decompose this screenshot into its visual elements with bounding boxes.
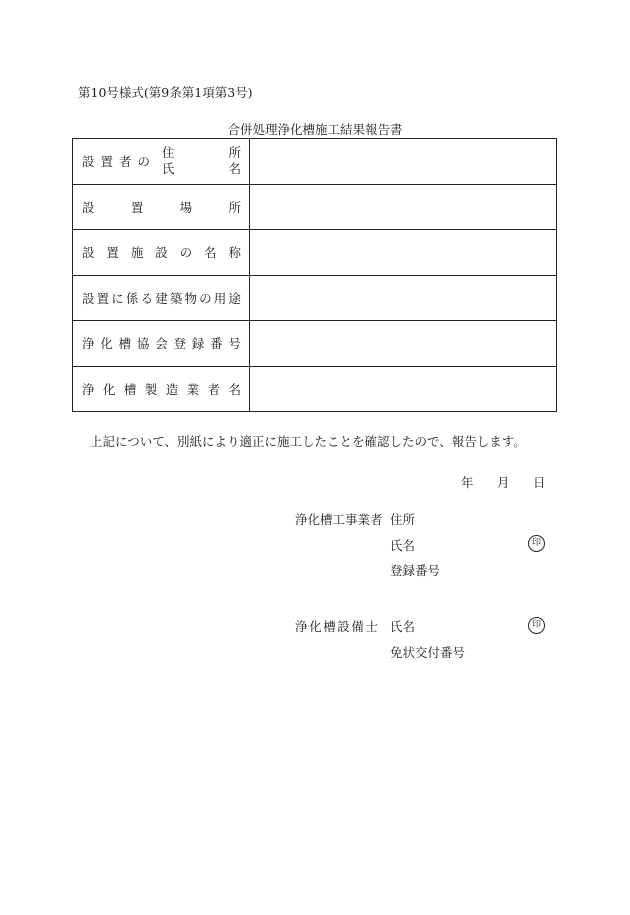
- row-label-association-number: 浄 化 槽 協 会 登 録 番 号: [82, 336, 241, 352]
- contractor-address-label: 住所: [390, 512, 416, 527]
- manufacturer-value-cell[interactable]: [250, 366, 557, 412]
- installer-value-cell[interactable]: [250, 139, 557, 185]
- row-label-building-use: 設 置 に 係 る 建 築 物 の 用 途: [82, 290, 241, 306]
- building-use-value-cell[interactable]: [250, 275, 557, 321]
- row-label-manufacturer: 浄 化 槽 製 造 業 者 名: [82, 381, 241, 397]
- statement-text: 上記について、別紙により適正に施工したことを確認したので、報告します。: [90, 434, 526, 449]
- document-title: 合併処理浄化槽施工結果報告書: [227, 122, 403, 137]
- name-sublabel: 氏 名: [162, 161, 241, 177]
- table-row: [73, 184, 557, 230]
- installer-prefix: 設 置 者 の: [82, 154, 150, 170]
- row-label-facility-name: 設 置 施 設 の 名 称: [82, 245, 241, 261]
- date-day-label: 日: [533, 475, 546, 490]
- facility-name-value-cell[interactable]: [250, 230, 557, 276]
- contractor-heading: 浄化槽工事業者: [295, 512, 383, 527]
- association-number-value-cell[interactable]: [250, 321, 557, 367]
- address-sublabel: 住 所: [162, 145, 241, 161]
- technician-seal-icon: 印: [528, 617, 545, 634]
- date-month-label: 月: [497, 475, 510, 490]
- installer-label-cell: [73, 139, 250, 185]
- technician-name-label: 氏名: [390, 619, 416, 634]
- technician-heading: 浄 化 槽 設 備 士: [295, 619, 378, 634]
- contractor-registration-label: 登録番号: [390, 563, 441, 578]
- date-year-label: 年: [461, 475, 474, 490]
- table-row: [73, 366, 557, 412]
- contractor-name-label: 氏名: [390, 538, 416, 553]
- location-value-cell[interactable]: [250, 184, 557, 230]
- table-row: [73, 230, 557, 276]
- table-row: [73, 275, 557, 321]
- technician-license-label: 免状交付番号: [390, 645, 466, 660]
- table-row-installer: [73, 139, 557, 185]
- row-label-location: 設 置 場 所: [82, 199, 241, 215]
- table-row: [73, 321, 557, 367]
- contractor-seal-icon: 印: [528, 535, 545, 552]
- report-table: [72, 138, 557, 412]
- form-number: 第10号様式(第9条第1項第3号): [78, 85, 253, 100]
